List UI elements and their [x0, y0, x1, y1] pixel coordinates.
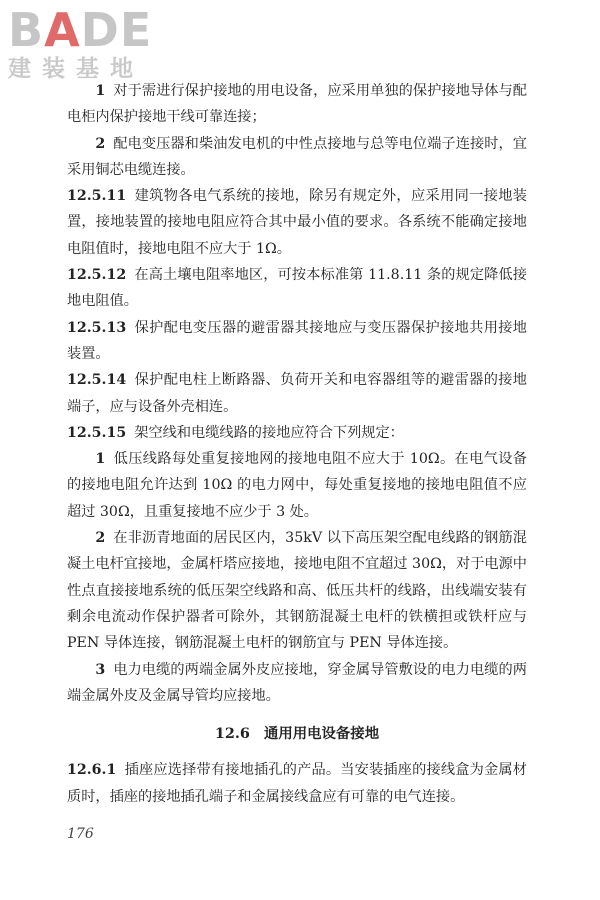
- watermark-brand: BADE: [8, 3, 153, 57]
- section-heading: 12.6 通用用电设备接地: [214, 725, 380, 743]
- watermark-subtitle: 建装基地: [8, 56, 144, 82]
- watermark-logo: [8, 3, 178, 82]
- list-item: 2 在非沥青地面的居民区内，35kV 以下高压架空配电线路的钢筋混凝土电杆宜接地，金属杆塔应接地，接地电阻不宜超过 30Ω，对于电源中性点直接接地系统的低压架空线路和高、低压共杆的线路，出线端安装有剩余电流动作保护器者可除外，其钢筋混凝土电杆的铁横担或铁杆应与 PEN 导体连接，钢筋混凝土电杆的钢筋宜与 PEN 导体连接。: [67, 530, 527, 652]
- clause: 12.6.1 插座应选择带有接地插孔的产品。当安装插座的接线盒为金属材质时，插座的接地插孔端子和金属接线盒应有可靠的电气连接。: [67, 762, 527, 805]
- page-content: [67, 78, 527, 810]
- list-item: 3 电力电缆的两端金属外皮应接地，穿金属导管敷设的电力电缆的两端金属外皮及金属导管均应接地。: [67, 661, 527, 704]
- clause: 12.5.15 架空线和电缆线路的接地应符合下列规定：: [67, 424, 404, 441]
- clause: 12.5.12 在高土壤电阻率地区，可按本标准第 11.8.11 条的规定降低接地电阻值。: [67, 267, 527, 310]
- page-number: 176: [67, 826, 94, 842]
- clause: 12.5.11 建筑物各电气系统的接地，除另有规定外，应采用同一接地装置，接地装置的接地电阻应符合其中最小值的要求。各系统不能确定接地电阻值时，接地电阻不应大于 1Ω。: [67, 188, 527, 257]
- list-item: 1 对于需进行保护接地的用电设备，应采用单独的保护接地导体与配电柜内保护接地干线可靠连接；: [67, 83, 527, 126]
- clause: 12.5.13 保护配电变压器的避雷器其接地应与变压器保护接地共用接地装置。: [67, 319, 527, 362]
- clause: 12.5.14 保护配电柱上断路器、负荷开关和电容器组等的避雷器的接地端子，应与设备外壳相连。: [67, 372, 527, 415]
- list-item: 1 低压线路每处重复接地网的接地电阻不应大于 10Ω。在电气设备的接地电阻允许达到 10Ω 的电力网中，每处重复接地的接地电阻值不应超过 30Ω，且重复接地不应少于 3 处。: [67, 451, 527, 520]
- list-item: 2 配电变压器和柴油发电机的中性点接地与总等电位端子连接时，宜采用铜芯电缆连接。: [67, 135, 527, 178]
